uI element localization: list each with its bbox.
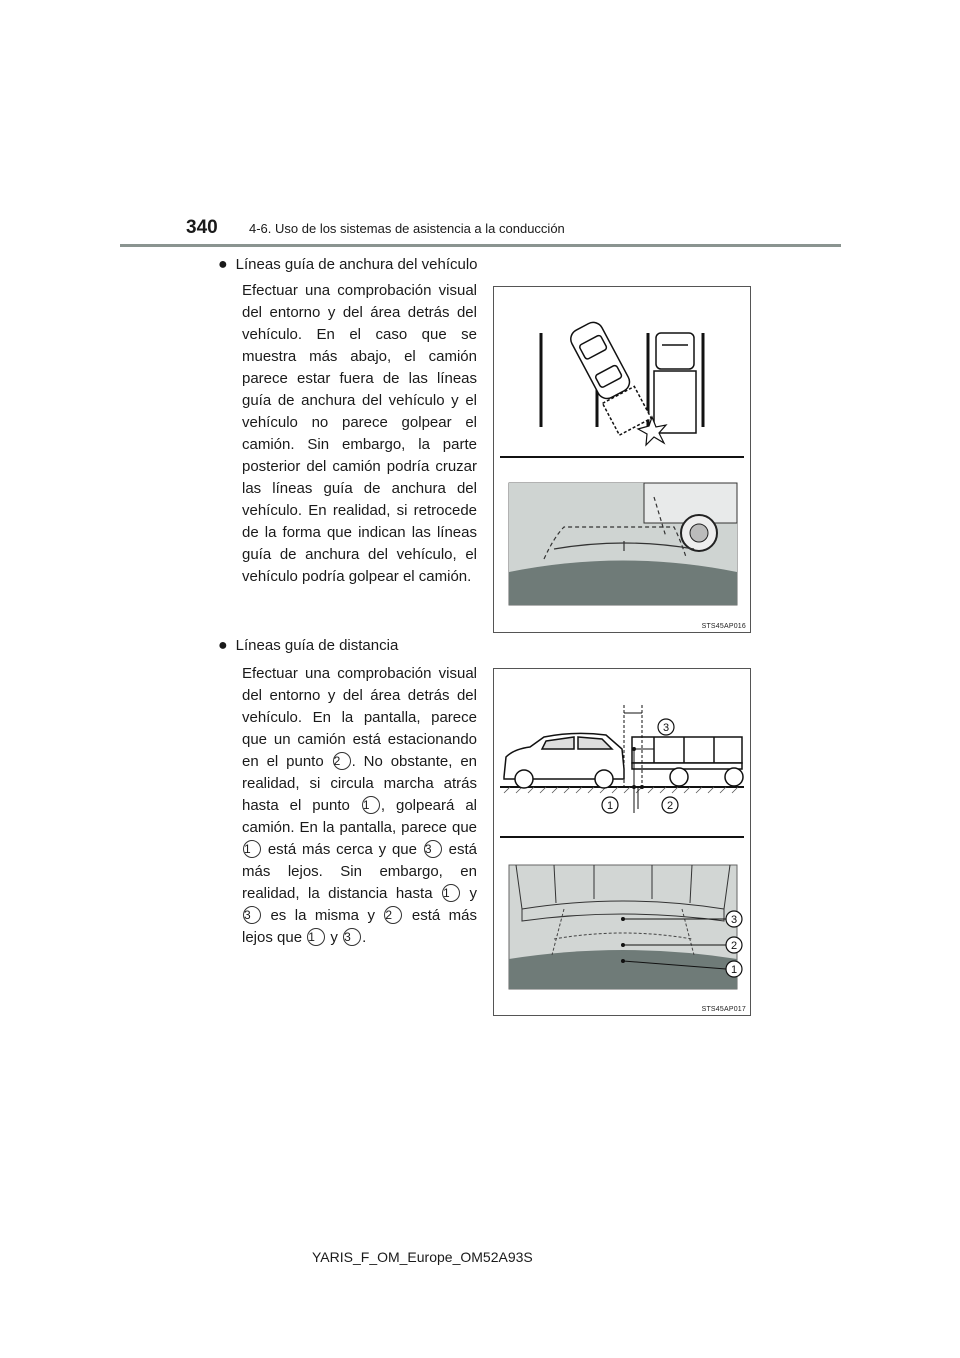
marker-3: 3 <box>243 906 261 924</box>
heading-text: Líneas guía de distancia <box>235 637 399 654</box>
width-lines-illustration <box>494 287 750 632</box>
distance-lines-illustration <box>494 669 750 1015</box>
figure-code: STS45AP016 <box>701 623 746 630</box>
figure-code: STS45AP017 <box>701 1006 746 1013</box>
section-body-distance-lines: Efectuar una comprobación visual del entorno y del área detrás del vehículo. En la pantalla, parece que un camión está estacionando en el punto 2 . No obstante, en realidad, si circula marcha atrás hasta el punto 1 , golpeará al camión. En la pantalla, parece que 1 está más cerca y que 3 está más lejos. Sin embargo, en realidad, la distancia hasta 1 y 3 es la misma y 2 está más lejos que 1 y 3 . <box>242 665 478 946</box>
screen-callout-1: 1 <box>730 964 738 976</box>
bullet-icon: ● <box>218 637 228 654</box>
screen-callout-3: 3 <box>730 914 738 926</box>
marker-1: 1 <box>442 884 460 902</box>
section-heading-distance-lines <box>218 637 398 655</box>
marker-3: 3 <box>343 928 361 946</box>
marker-2: 2 <box>333 752 351 770</box>
chapter-title: 4-6. Uso de los sistemas de asistencia a la conducción <box>249 221 565 236</box>
header-rule <box>120 244 841 247</box>
marker-1: 1 <box>362 796 380 814</box>
callout-1: 1 <box>606 800 614 812</box>
marker-2: 2 <box>384 906 402 924</box>
section-body-width-lines: Efectuar una comprobación visual del entorno y del área detrás del vehículo. En el caso que se muestra más abajo, el camión parece estar fuera de las líneas guía de anchura del vehículo y el vehículo no parece golpear el camión. Sin embargo, la parte posterior del camión podría cruzar las líneas guía de anchura del vehículo. En realidad, si retrocede de la forma que indican las líneas guía de anchura del vehículo, el vehículo podría golpear el camión. <box>242 282 477 585</box>
page-number: 340 <box>186 217 218 238</box>
callout-2: 2 <box>666 800 674 812</box>
footer-doc-id: YARIS_F_OM_Europe_OM52A93S <box>312 1249 533 1265</box>
marker-1: 1 <box>243 840 261 858</box>
callout-3: 3 <box>662 722 670 734</box>
bullet-icon: ● <box>218 256 228 273</box>
marker-1: 1 <box>307 928 325 946</box>
figure-width-lines <box>493 286 751 633</box>
figure-distance-lines <box>493 668 751 1016</box>
section-heading-width-lines <box>218 256 478 274</box>
marker-3: 3 <box>424 840 442 858</box>
screen-callout-2: 2 <box>730 940 738 952</box>
heading-text: Líneas guía de anchura del vehículo <box>235 256 478 273</box>
